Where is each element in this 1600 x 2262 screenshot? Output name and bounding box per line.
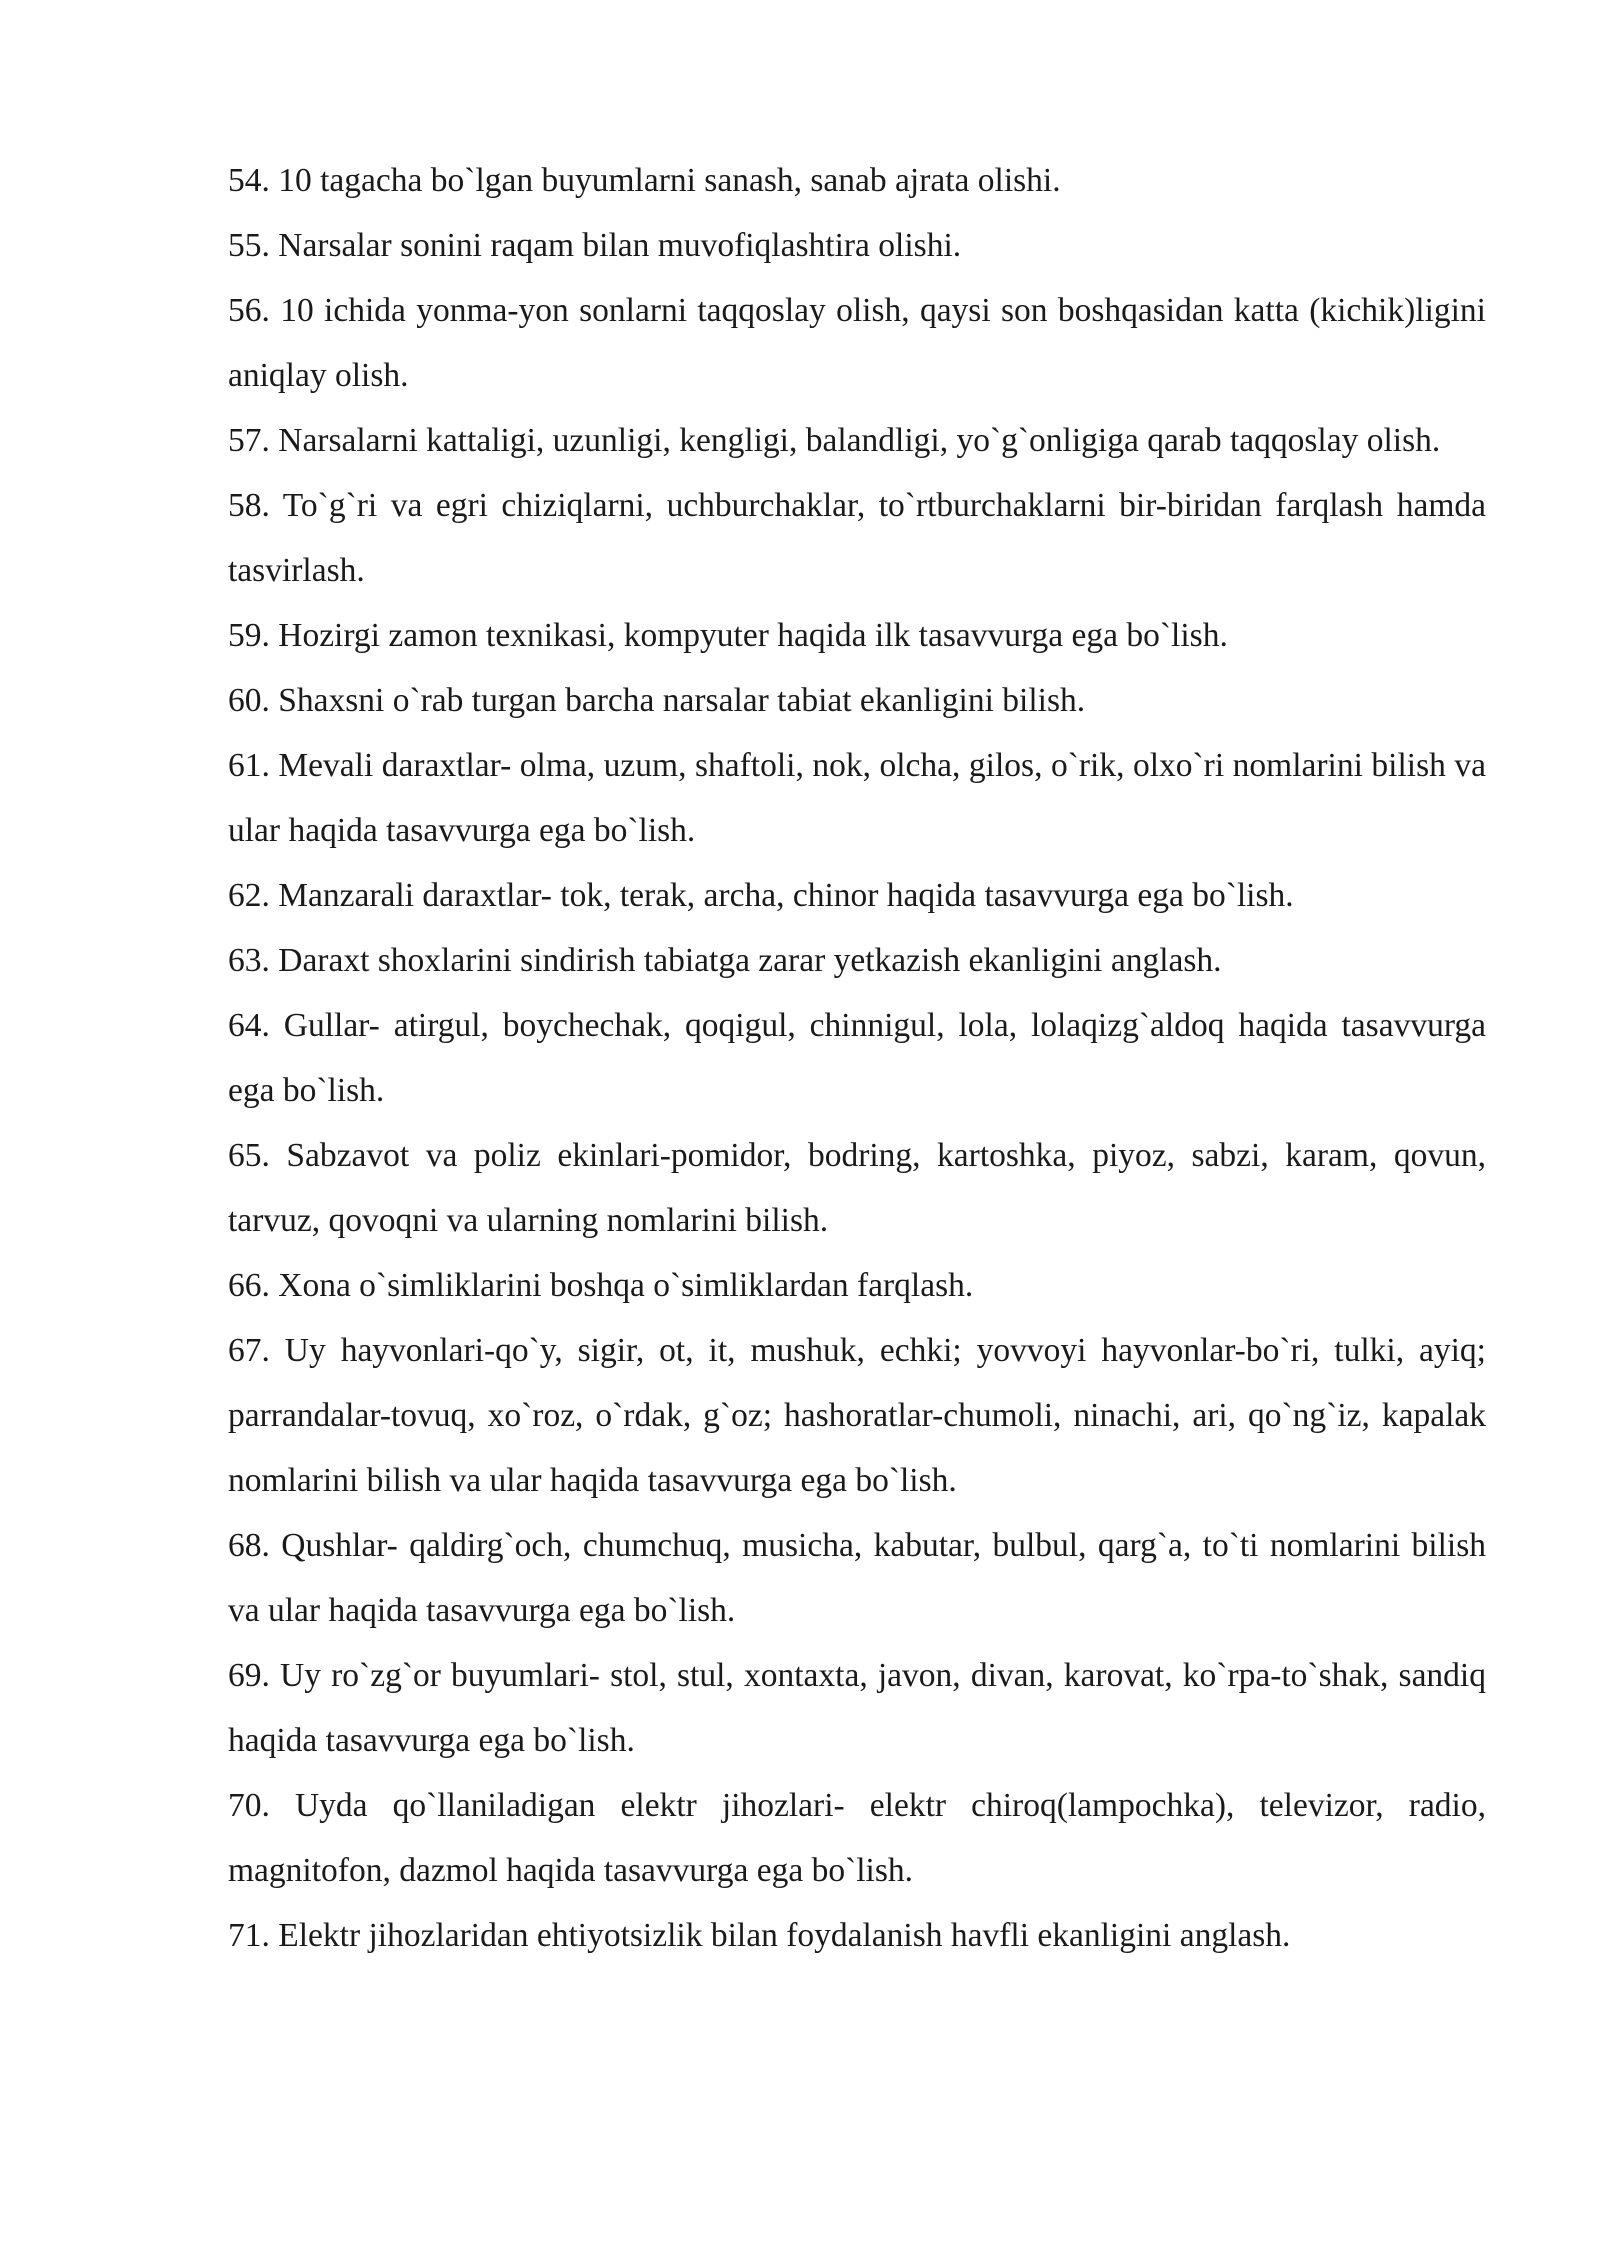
list-item-58: 58. To`g`ri va egri chiziqlarni, uchburchaklar, to`rtburchaklarni bir-biridan farqlash hamda tasvirlash.: [228, 487, 1486, 589]
list-item-62: 62. Manzarali daraxtlar- tok, terak, archa, chinor haqida tasavvurga ega bo`lish.: [228, 877, 1294, 914]
document-body: [228, 148, 1486, 1968]
list-item-64: 64. Gullar- atirgul, boychechak, qoqigul, chinnigul, lola, lolaqizg`aldoq haqida tasavvurga ega bo`lish.: [228, 1007, 1486, 1109]
list-item-61: 61. Mevali daraxtlar- olma, uzum, shaftoli, nok, olcha, gilos, o`rik, olxo`ri nomlarini bilish va ular haqida tasavvurga ega bo`lish.: [228, 747, 1486, 849]
list-item-56: 56. 10 ichida yonma-yon sonlarni taqqoslay olish, qaysi son boshqasidan katta (kichik)ligini aniqlay olish.: [228, 292, 1486, 394]
list-item-68: 68. Qushlar- qaldirg`och, chumchuq, musicha, kabutar, bulbul, qarg`a, to`ti nomlarini bilish va ular haqida tasavvurga ega bo`lish.: [228, 1527, 1486, 1629]
list-item-60: 60. Shaxsni o`rab turgan barcha narsalar tabiat ekanligini bilish.: [228, 682, 1086, 719]
list-item-69: 69. Uy ro`zg`or buyumlari- stol, stul, xontaxta, javon, divan, karovat, ko`rpa-to`shak, sandiq haqida tasavvurga ega bo`lish.: [228, 1657, 1486, 1759]
list-item-63: 63. Daraxt shoxlarini sindirish tabiatga zarar yetkazish ekanligini anglash.: [228, 942, 1222, 979]
list-item-66: 66. Xona o`simliklarini boshqa o`simliklardan farqlash.: [228, 1267, 974, 1304]
list-item-57: 57. Narsalarni kattaligi, uzunligi, kengligi, balandligi, yo`g`onligiga qarab taqqoslay olish.: [228, 422, 1441, 459]
list-item-54: 54. 10 tagacha bo`lgan buyumlarni sanash, sanab ajrata olishi.: [228, 162, 1061, 199]
list-item-55: 55. Narsalar sonini raqam bilan muvofiqlashtira olishi.: [228, 227, 962, 264]
list-item-65: 65. Sabzavot va poliz ekinlari-pomidor, bodring, kartoshka, piyoz, sabzi, karam, qovun, tarvuz, qovoqni va ularning nomlarini bilish.: [228, 1137, 1486, 1239]
list-item-59: 59. Hozirgi zamon texnikasi, kompyuter haqida ilk tasavvurga ega bo`lish.: [228, 617, 1228, 654]
list-item-71: 71. Elektr jihozlaridan ehtiyotsizlik bilan foydalanish havfli ekanligini anglash.: [228, 1917, 1291, 1954]
list-item-70: 70. Uyda qo`llaniladigan elektr jihozlari- elektr chiroq(lampochka), televizor, radio, magnitofon, dazmol haqida tasavvurga ega bo`lish.: [228, 1787, 1486, 1889]
list-item-67: 67. Uy hayvonlari-qo`y, sigir, ot, it, mushuk, echki; yovvoyi hayvonlar-bo`ri, tulki, ayiq; parrandalar-tovuq, xo`roz, o`rdak, g`oz; hashoratlar-chumoli, ninachi, ari, qo`ng`iz, kapalak nomlarini bilish va ular haqida tasavvurga ega bo`lish.: [228, 1332, 1486, 1499]
